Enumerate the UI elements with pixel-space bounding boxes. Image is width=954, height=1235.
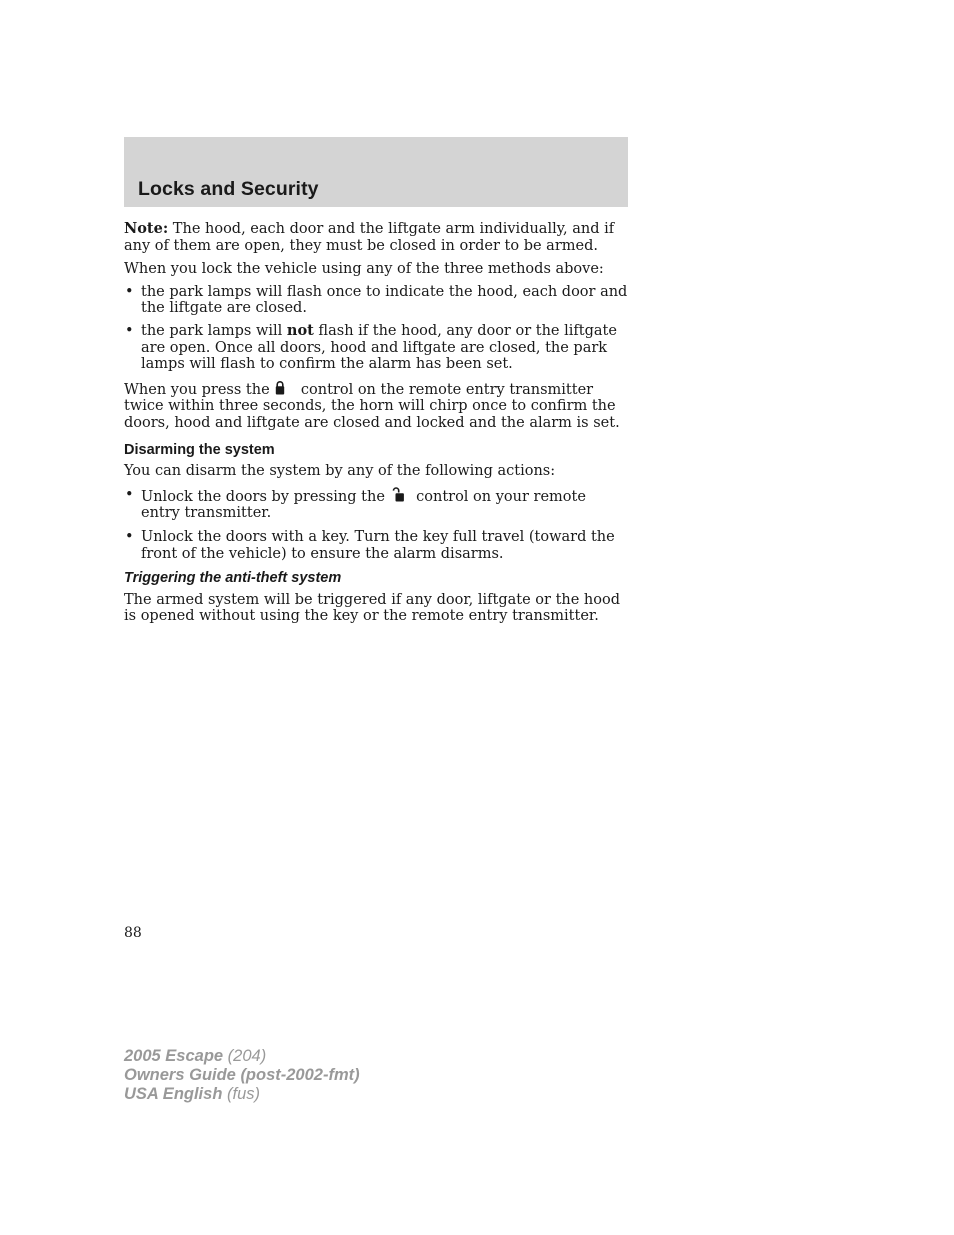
bullet-dot: • (125, 322, 134, 339)
lock-bullet-1: the park lamps will flash once to indicate the hood, each door and the liftgate are closed. (141, 283, 628, 317)
footer-line-1 (124, 1047, 360, 1066)
disarm-bullet-2: Unlock the doors with a key. Turn the key full travel (toward the front of the vehicle) to ensure the alarm disarms. (141, 528, 615, 562)
list-item (124, 529, 629, 562)
trigger-heading: Triggering the anti-theft system (124, 570, 342, 587)
disarm-heading: Disarming the system (124, 441, 275, 458)
disarm-bullet-1-pre: Unlock the doors by pressing the (141, 488, 390, 505)
lock-intro: When you lock the vehicle using any of the three methods above: (124, 261, 604, 278)
trigger-text: The armed system will be triggered if any door, liftgate or the hood is opened without using the key or the remote entry transmitter. (124, 591, 621, 625)
disarm-intro: You can disarm the system by any of the following actions: (124, 463, 556, 480)
footer-guide: Owners Guide (post-2002-fmt) (124, 1066, 360, 1084)
footer-line-3 (124, 1085, 360, 1104)
press-text-post: control on the remote entry transmitter twice within three seconds, the horn will chirp once to confirm the doors, hood and liftgate are closed and locked and the alarm is set. (124, 381, 620, 431)
note-text: The hood, each door and the liftgate arm individually, and if any of them are open, they must be closed in order to be armed. (124, 221, 615, 254)
unlock-icon (390, 487, 412, 503)
footer-language: USA English (124, 1085, 223, 1103)
footer-model-code: (204) (223, 1047, 267, 1065)
bullet-dot: • (125, 283, 134, 300)
lock-icon (274, 380, 296, 396)
footer-language-code: (fus) (222, 1085, 260, 1103)
page-content (124, 221, 629, 625)
page-number: 88 (124, 925, 142, 941)
note-paragraph (124, 221, 629, 254)
press-text-pre: When you press the (124, 381, 275, 398)
document-footer (124, 1047, 360, 1104)
list-item (124, 487, 629, 522)
bullet-dot: • (125, 528, 134, 545)
section-title: Locks and Security (138, 178, 319, 200)
lock-bullet-2-pre: the park lamps will (141, 322, 287, 339)
list-item (124, 284, 629, 317)
footer-model: 2005 Escape (124, 1047, 224, 1065)
lock-bullet-2-post: flash if the hood, any door or the liftgate are open. Once all doors, hood and liftgate are closed, the park lamps will flash to confirm the alarm has been set. (141, 322, 617, 373)
bullet-dot: • (125, 486, 134, 503)
footer-line-2 (124, 1066, 360, 1085)
lock-bullet-2-emphasis: not (286, 321, 314, 339)
disarm-bullet-1-post: control on your remote entry transmitter. (141, 488, 586, 522)
note-label: Note: (124, 220, 169, 237)
list-item (124, 323, 629, 373)
section-header-band (124, 137, 628, 207)
press-paragraph (124, 380, 629, 432)
